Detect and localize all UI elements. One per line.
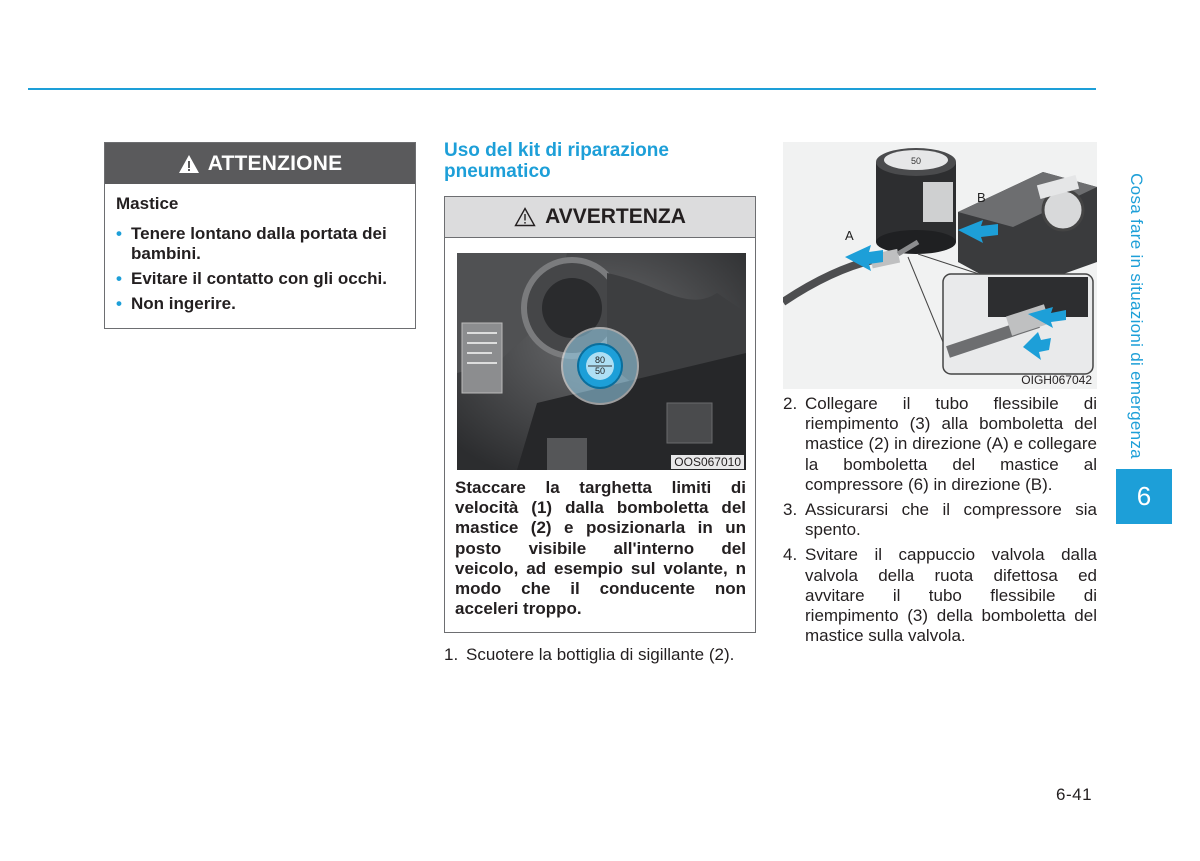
caution-box: [104, 142, 416, 329]
caution-bullet: [116, 269, 405, 289]
image-code: OOS067010: [671, 455, 744, 469]
step-item: [783, 500, 1097, 540]
warning-text: Staccare la targhetta limiti di velocità (1) dalla bomboletta del mastice (2) e posizionarla in un posto visibile all'interno del veicolo, ad esempio sul volante, n modo che il conducente non acceleri troppo.: [455, 478, 746, 619]
caution-bullet: [116, 294, 405, 314]
bullet-dot-icon: •: [116, 294, 122, 313]
bullet-dot-icon: •: [116, 224, 122, 243]
chapter-tab: 6: [1116, 469, 1172, 524]
dashboard-illustration: [457, 253, 746, 470]
step-text: Svitare il cappuccio valvola dalla valvola della ruota difettosa ed avvitare il tubo flessibile di riempimento (3) della bomboletta del mastice sulla valvola.: [805, 545, 1097, 646]
bullet-dot-icon: •: [116, 269, 122, 288]
caution-bullet: [116, 224, 405, 264]
speed-label-bottom: 50: [594, 366, 606, 376]
speed-label-top: 80: [594, 355, 606, 365]
step-text: Scuotere la bottiglia di sigillante (2).: [466, 645, 735, 664]
steps-list: [783, 394, 1097, 651]
header-rule: [28, 88, 1096, 90]
step-number: 1.: [444, 645, 459, 664]
caution-bullet-text: Tenere lontano dalla portata dei bambini.: [131, 224, 387, 263]
step-item: [783, 394, 1097, 495]
warning-box: [444, 196, 756, 633]
page-number: 6-41: [1056, 785, 1093, 804]
label-a: A: [845, 228, 854, 243]
step-text: Collegare il tubo flessibile di riempimento (3) alla bomboletta del mastice (2) in direzione (A) e collegare la bomboletta del mastice al compressore (6) in direzione (B).: [805, 394, 1097, 494]
caution-subtitle: Mastice: [116, 194, 179, 213]
repair-kit-illustration: [783, 142, 1097, 389]
warning-triangle-outline-icon: [514, 207, 536, 227]
step-number: 3.: [783, 500, 798, 520]
chapter-title-text: Cosa fare in situazioni di emergenza: [1127, 172, 1146, 459]
caution-header: [105, 143, 415, 184]
caution-heading: ATTENZIONE: [207, 151, 343, 175]
repair-kit-photo: [783, 142, 1097, 389]
dashboard-photo: [457, 253, 746, 470]
chapter-title: [1121, 172, 1151, 459]
warning-triangle-icon: [178, 154, 200, 174]
caution-bullet-text: Evitare il contatto con gli occhi.: [131, 269, 387, 288]
step-item: [783, 545, 1097, 646]
warning-heading: AVVERTENZA: [545, 205, 686, 228]
image-code: OIGH067042: [1021, 373, 1092, 387]
label-b: B: [977, 190, 986, 205]
section-title: Uso del kit di riparazione pneumatico: [444, 140, 669, 182]
caution-bullet-text: Non ingerire.: [131, 294, 236, 313]
can-label: 50: [910, 156, 922, 166]
step-text: Assicurarsi che il compressore sia spento.: [805, 500, 1097, 540]
step-number: 4.: [783, 545, 798, 565]
step-number: 2.: [783, 394, 798, 413]
step-item: [444, 645, 756, 665]
warning-header: [445, 197, 755, 238]
